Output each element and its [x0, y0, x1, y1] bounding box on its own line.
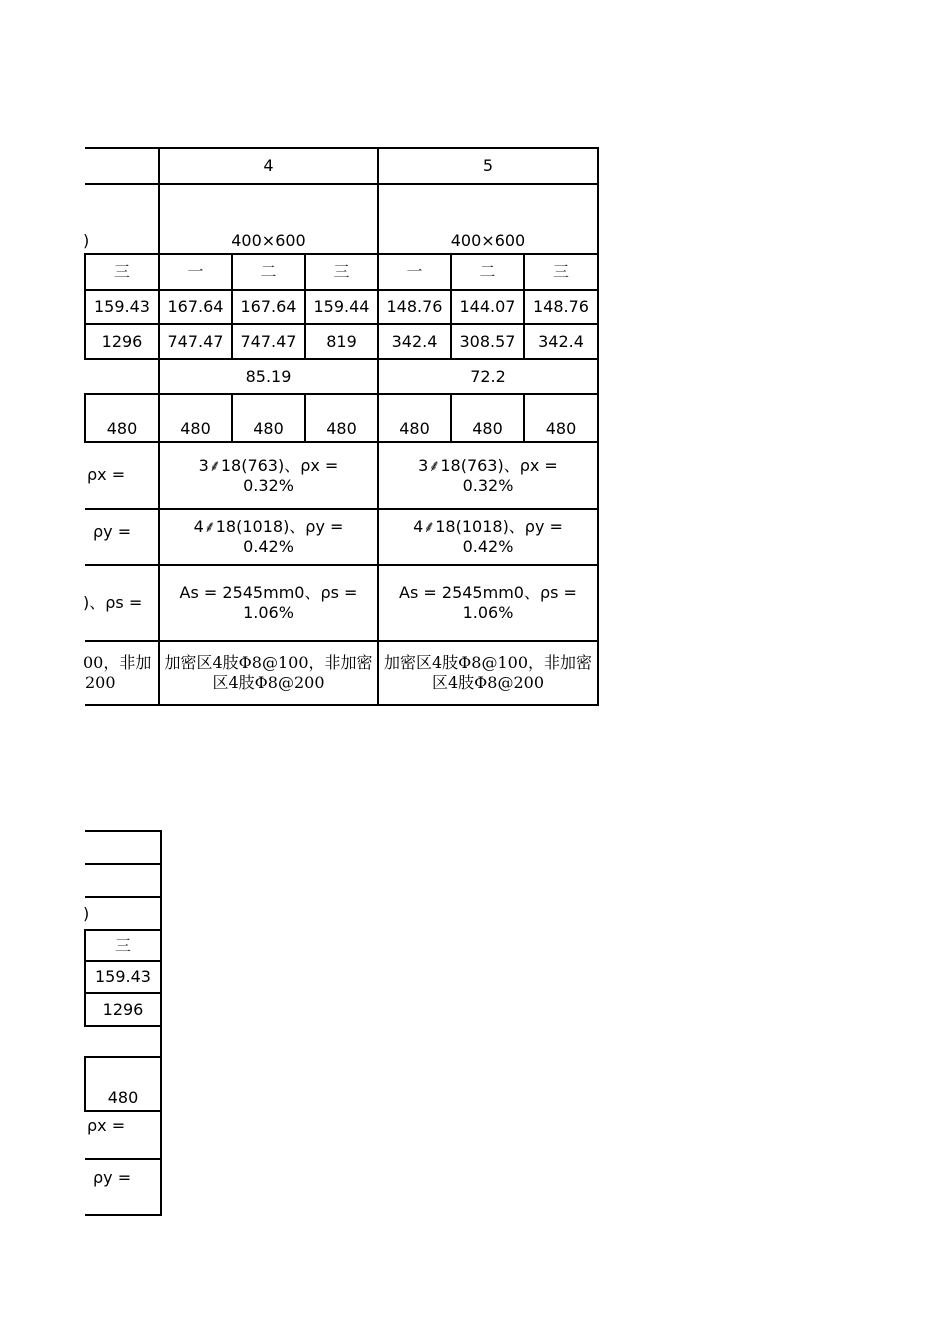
- row-m-cell: 167.64: [232, 290, 305, 324]
- sub-header-1: 一: [159, 254, 232, 290]
- row-n-cell: 342.4: [524, 324, 598, 359]
- row-m-cell: 148.76: [378, 290, 451, 324]
- sub-header-1b: 一: [378, 254, 451, 290]
- row-n-cell: 308.57: [451, 324, 524, 359]
- rho-x-left: ρx =: [85, 442, 159, 509]
- t2-rho-y-left: ρy =: [85, 1159, 161, 1215]
- row-b-cell: 480: [85, 394, 159, 442]
- sub-header-3-left: 三: [85, 254, 159, 290]
- t2-row-2: [85, 864, 161, 897]
- t2-row-n: 1296: [85, 993, 161, 1026]
- row-b-cell: 480: [524, 394, 598, 442]
- column-header-5: 5: [378, 148, 598, 184]
- rho-x-4: 3⸙18(763)、ρx = 0.32%: [159, 442, 378, 509]
- row-m-cell: 148.76: [524, 290, 598, 324]
- section-label-left: ): [85, 184, 159, 254]
- row-m-cell: 167.64: [159, 290, 232, 324]
- row-n-cell: 342.4: [378, 324, 451, 359]
- t2-sub-header: 三: [85, 930, 161, 961]
- stirrup-5: 加密区4肢Φ8@100，非加密区4肢Φ8@200: [378, 641, 598, 705]
- t2-row-m: 159.43: [85, 961, 161, 993]
- t2-rho-x-left: ρx =: [85, 1111, 161, 1159]
- rho-y-left: ρy =: [85, 509, 159, 565]
- row-b-cell: 480: [378, 394, 451, 442]
- rho-y-5: 4⸙18(1018)、ρy = 0.42%: [378, 509, 598, 565]
- t2-section-label: ): [85, 897, 161, 930]
- t2-row-b: 480: [85, 1057, 161, 1111]
- row-b-cell: 480: [232, 394, 305, 442]
- sub-header-3: 三: [305, 254, 378, 290]
- rho-s-5: As = 2545mm0、ρs = 1.06%: [378, 565, 598, 641]
- rho-s-left: )、ρs =: [85, 565, 159, 641]
- sub-header-2: 二: [232, 254, 305, 290]
- row-b-cell: 480: [451, 394, 524, 442]
- row-n-cell: 1296: [85, 324, 159, 359]
- stirrup-4: 加密区4肢Φ8@100，非加密区4肢Φ8@200: [159, 641, 378, 705]
- header-left-cell: [85, 148, 159, 184]
- rho-s-4: As = 2545mm0、ρs = 1.06%: [159, 565, 378, 641]
- reinforcement-table-page1: [84, 147, 599, 706]
- t2-row-v: [85, 1026, 161, 1057]
- rho-y-4: 4⸙18(1018)、ρy = 0.42%: [159, 509, 378, 565]
- sub-header-3b: 三: [524, 254, 598, 290]
- row-n-cell: 819: [305, 324, 378, 359]
- sub-header-2b: 二: [451, 254, 524, 290]
- column-header-4: 4: [159, 148, 378, 184]
- stirrup-left: 00，非加 200: [85, 641, 159, 705]
- row-m-cell: 159.43: [85, 290, 159, 324]
- row-v-4: 85.19: [159, 359, 378, 394]
- rho-x-5: 3⸙18(763)、ρx = 0.32%: [378, 442, 598, 509]
- row-b-cell: 480: [305, 394, 378, 442]
- row-b-cell: 480: [159, 394, 232, 442]
- section-size-5: 400×600: [378, 184, 598, 254]
- reinforcement-table-page2: [84, 830, 162, 1216]
- section-size-4: 400×600: [159, 184, 378, 254]
- row-m-cell: 159.44: [305, 290, 378, 324]
- t2-row-header: [85, 831, 161, 864]
- row-n-cell: 747.47: [232, 324, 305, 359]
- row-m-cell: 144.07: [451, 290, 524, 324]
- row-v-5: 72.2: [378, 359, 598, 394]
- row-v-left: [85, 359, 159, 394]
- row-n-cell: 747.47: [159, 324, 232, 359]
